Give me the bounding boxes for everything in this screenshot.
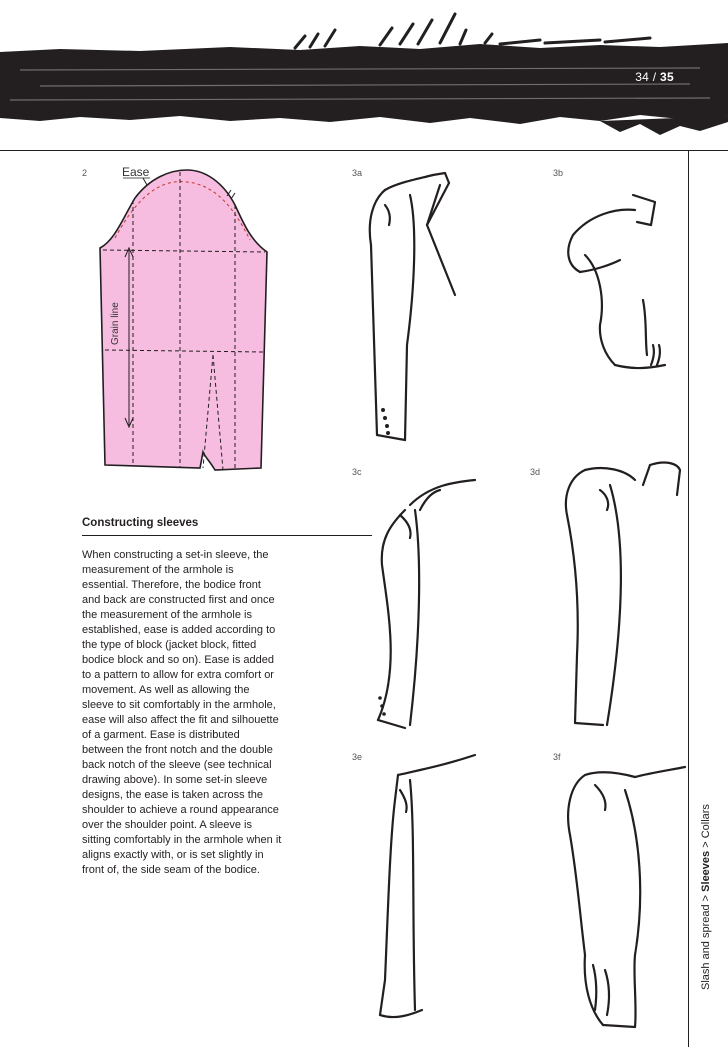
- top-rule: [0, 150, 728, 151]
- nav-separator: >: [700, 838, 712, 851]
- sleeve-sketch-3b: [555, 180, 675, 380]
- header-banner: [0, 0, 728, 140]
- sleeve-sketch-3c: [360, 470, 490, 730]
- nav-item-collars[interactable]: Collars: [700, 804, 712, 839]
- figure-3e-label: 3e: [352, 752, 363, 762]
- page-number: [635, 70, 674, 84]
- section-heading: Constructing sleeves: [82, 517, 199, 529]
- right-rule: [688, 150, 689, 1047]
- nav-item-slash-and-spread[interactable]: Slash and spread: [700, 904, 712, 990]
- page-current: 34: [635, 70, 650, 84]
- figure-3b-label: 3b: [553, 168, 564, 178]
- page-separator: /: [649, 70, 661, 84]
- sleeve-sketch-3a: [355, 165, 485, 455]
- figure-3a-label: 3a: [352, 168, 363, 178]
- figure-2-ease-label: Ease: [122, 165, 150, 179]
- sleeve-sketch-3e: [360, 750, 490, 1040]
- figure-3f-label: 3f: [553, 752, 561, 762]
- sleeve-pattern-diagram: [95, 160, 280, 480]
- body-paragraph: When constructing a set-in sleeve, the measurement of the armhole is essential. Therefore, the bodice front and back are constructed first and once the measurement of the armhole is established, ease is added according to the type of block (jacket block, fitted bodice block and so on). Ease is added to a pattern to allow for extra comfort or movement. As well as allowing the sleeve to sit comfortably in the armhole, ease will also affect the fit and silhouette of a garment. Ease is distributed between the front notch and the double back notch of the sleeve (see technical drawing above). In some set-in sleeve designs, the ease is taken across the shoulder to achieve a round appearance over the shoulder point. A sleeve is sitting comfortably in the armhole when it aligns exactly with, or is set slightly in front of, the side seam of the bodice.: [82, 549, 282, 876]
- heading-rule: [82, 535, 372, 536]
- sleeve-sketch-3d: [555, 455, 695, 735]
- figure-2-number: 2: [82, 168, 88, 178]
- page-total: 35: [660, 70, 674, 84]
- nav-separator: >: [700, 891, 712, 905]
- side-navigation: [700, 804, 712, 990]
- nav-item-sleeves[interactable]: Sleeves: [700, 850, 712, 892]
- figure-2-grain-label: Grain line: [110, 302, 121, 345]
- figure-3c-label: 3c: [352, 467, 362, 477]
- figure-3d-label: 3d: [530, 467, 541, 477]
- sleeve-sketch-3f: [555, 755, 695, 1035]
